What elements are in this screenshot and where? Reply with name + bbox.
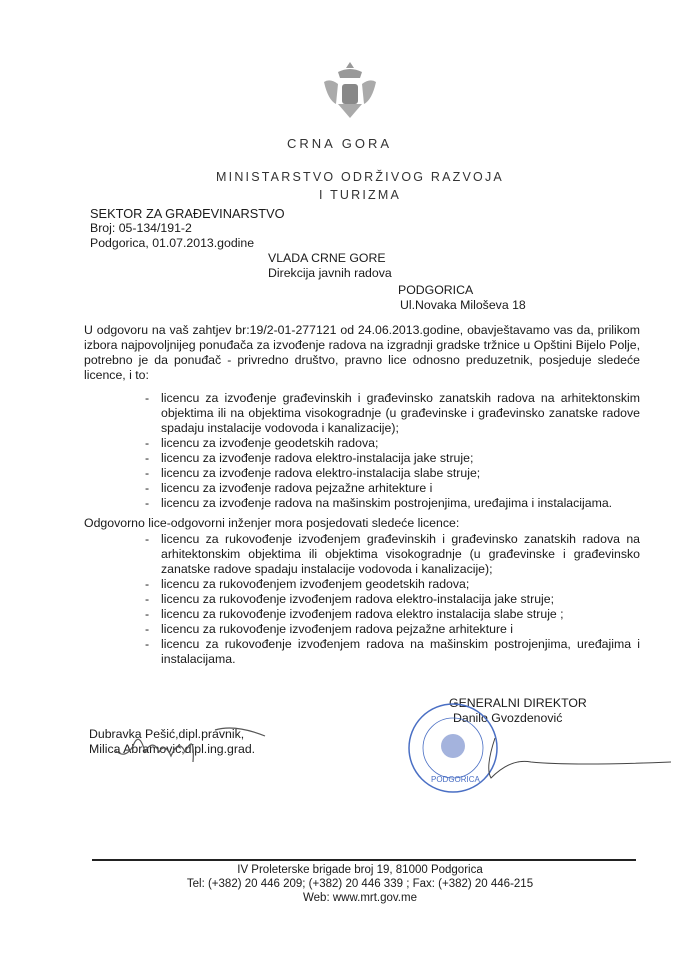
footer-address: IV Proleterske brigade broj 19, 81000 Podgorica (237, 864, 483, 876)
company-license-list (145, 391, 640, 511)
list-item: - licencu za izvođenje radova pejzažne arhitekture i (145, 481, 640, 496)
list-item: - licencu za izvođenje radova na mašinskim postrojenjima, uređajima i instalacijama. (145, 496, 640, 511)
preparer-1: Dubravka Pešić,dipl.pravnik, (89, 727, 245, 741)
recipient-dept: Direkcija javnih radova (268, 266, 392, 280)
list-item: - licencu za izvođenje radova elektro-instalacija jake struje; (145, 451, 640, 466)
place-date: Podgorica, 01.07.2013.godine (90, 236, 255, 250)
ministry-name-2: I TURIZMA (318, 188, 402, 202)
director-name: Danilo Gvozdenović (453, 711, 563, 725)
list-item: - licencu za izvođenje radova elektro-instalacija slabe struje; (145, 466, 640, 481)
ministry-name: MINISTARSTVO ODRŽIVOG RAZVOJA (216, 170, 504, 184)
footer-divider (92, 859, 636, 861)
sender-block (90, 206, 285, 251)
sector-name: SEKTOR ZA GRAĐEVINARSTVO (90, 206, 285, 221)
engineer-license-list (145, 532, 640, 667)
reference-number: Broj: 05-134/191-2 (90, 221, 192, 235)
recipient-city: PODGORICA (398, 283, 474, 297)
recipient-address (398, 283, 526, 313)
preparer-2: Milica Abramović,dipl.ing.grad. (89, 742, 256, 756)
engineer-paragraph: Odgovorno lice-odgovorni inženjer mora posjedovati sledeće licence: (84, 516, 460, 530)
intro-paragraph: U odgovoru na vaš zahtjev br:19/2-01-277121 od 24.06.2013.godine, obavještavamo vas da, prilikom izbora najpovoljnijeg ponuđača za izvođenje radova na izgradnji gradske tržnice u Opštini Bijelo Polje, potrebno je da ponuđač - privredno društvo, pravno lice odnosno preduzetnik, posjeduje sledeće licence, i to: (84, 323, 640, 382)
coat-of-arms-icon (318, 58, 382, 124)
recipient-block (268, 251, 392, 281)
director-title: GENERALNI DIREKTOR (449, 696, 587, 710)
list-item: - licencu za rukovođenje izvođenjem radova elektro-instalacija jake struje; (145, 592, 640, 607)
svg-text:PODGORICA: PODGORICA (431, 775, 480, 784)
footer-phones: Tel: (+382) 20 446 209; (+382) 20 446 339 ; Fax: (+382) 20 446-215 (186, 878, 534, 890)
list-item: - licencu za izvođenje građevinskih i građevinsko zanatskih radova na arhitektonskim objektima ili na objektima visokogradnje (u građevinske i građevinsko zanatske radove spadaju instalacije vodovoda i kanalizacije); (145, 391, 640, 436)
recipient-street: Ul.Novaka Miloševa 18 (400, 298, 526, 312)
footer (0, 863, 679, 905)
list-item: - licencu za rukovođenje izvođenjem građevinskih i građevinsko zanatskih radova na arhitektonskim objektima ili objektima visokogradnje (u građevinske i građevinsko zanatske radove spadaju instalacije vodovoda i kanalizacije); (145, 532, 640, 577)
list-item: - licencu za rukovođenje izvođenjem radova pejzažne arhitekture i (145, 622, 640, 637)
recipient-name: VLADA CRNE GORE (268, 251, 386, 265)
list-item: - licencu za rukovođenjem izvođenjem geodetskih radova; (145, 577, 640, 592)
official-stamp (405, 698, 675, 798)
list-item: - licencu za rukovođenje izvođenjem radova na mašinskim postrojenjima, uređajima i instalacijama. (145, 637, 640, 667)
list-item: - licencu za rukovođenje izvođenjem radova elektro instalacija slabe struje ; (145, 607, 640, 622)
country-name: CRNA GORA (286, 136, 392, 151)
list-item: - licencu za izvođenje geodetskih radova; (145, 436, 640, 451)
footer-web: Web: www.mrt.gov.me (303, 892, 417, 904)
handwritten-signature (105, 720, 275, 770)
